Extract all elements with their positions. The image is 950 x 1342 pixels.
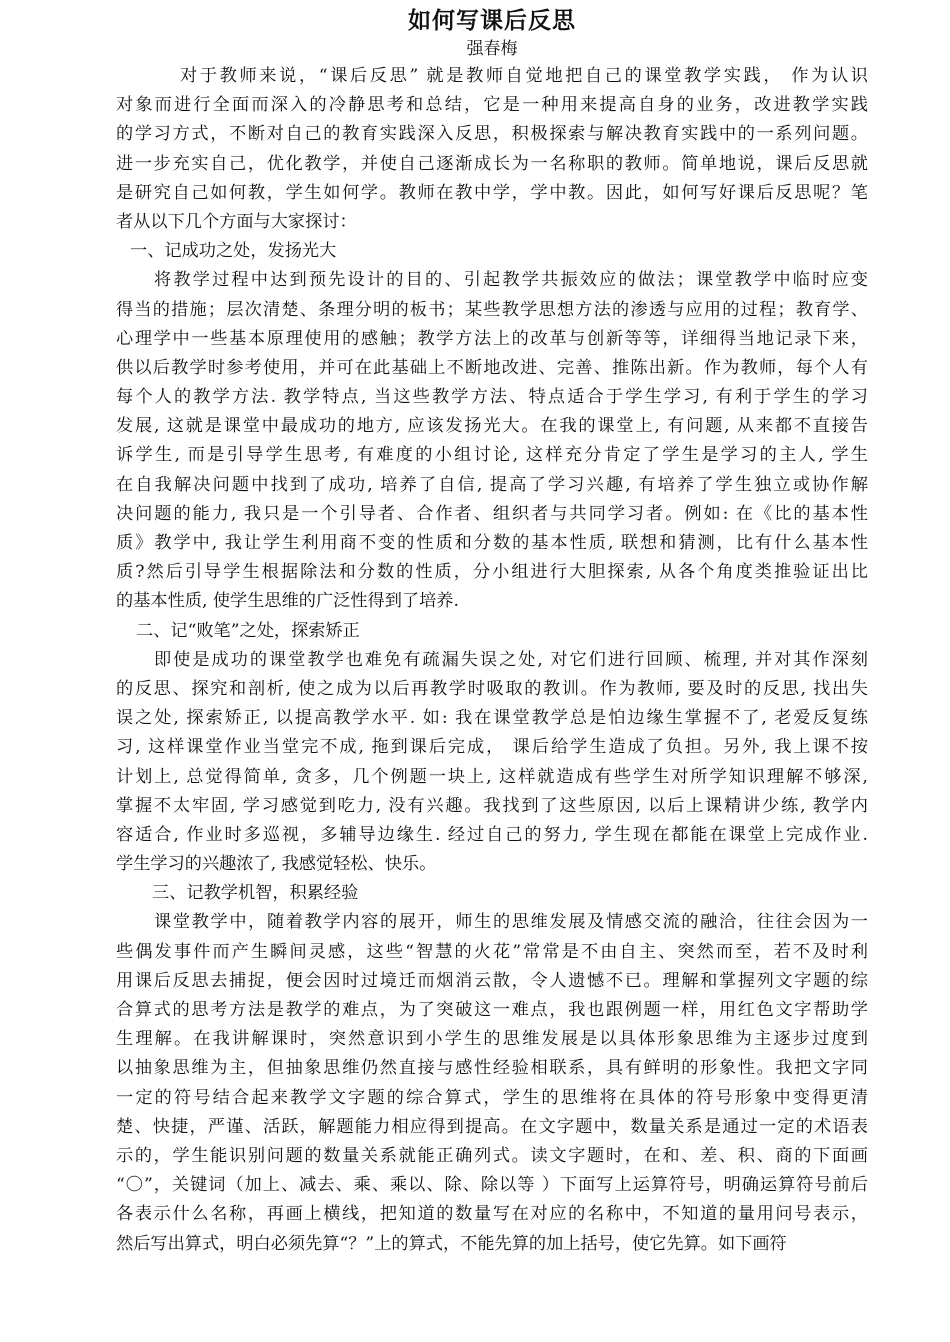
paragraph (116, 62, 868, 237)
document-page (116, 0, 868, 1259)
text-line: 对象而进行全面而深入的冷静思考和总结，它是一种用来提高自身的业务，改进教学实践 (116, 95, 868, 116)
text-line: 用课后反思去捕捉，便会因时过境迁而烟消云散，令人遗憾不已。理解和掌握列文字题的综 (116, 970, 868, 991)
text-line: 各表示什么名称，再画上横线，把知道的数量写在对应的名称中，不知道的量用问号表示， (116, 1204, 868, 1225)
text-line: 的反思、探究和剖析, 使之成为以后再教学时吸取的教训。作为教师, 要及时的反思, 找出失 (116, 678, 868, 699)
paragraph (116, 908, 868, 1258)
heading-text: 二、记“败笔”之处，探索矫正 (136, 620, 360, 641)
text-line: 合算式的思考方法是教学的难点，为了突破这一难点，我也跟例题一样，用红色文字帮助学 (116, 1000, 868, 1020)
text-line: 楚、快捷，严谨、活跃，解题能力相应得到提高。在文字题中，数量关系是通过一定的术语表 (116, 1116, 868, 1137)
paragraph (116, 646, 868, 880)
document-body (116, 62, 868, 1259)
section-heading (116, 617, 868, 646)
text-line: 误之处, 探索矫正, 以提高教学水平. 如: 我在课堂教学总是怕边缘生掌握不了, 老爱反复练 (116, 708, 868, 729)
text-line: 心理学中一些基本原理使用的感触；教学方法上的改革与创新等等，详细得当地记录下来， (116, 328, 868, 349)
text-line: 进一步充实自己，优化教学，并使自己逐渐成长为一名称职的教师。简单地说，课后反思就 (116, 153, 868, 174)
text-line: 即使是成功的课堂教学也难免有疏漏失误之处, 对它们进行回顾、梳理, 并对其作深刻 (154, 649, 868, 670)
author-name: 强春梅 (466, 39, 518, 59)
text-line: 发展, 这就是课堂中最成功的地方, 应该发扬光大。在我的课堂上, 有问题, 从来都不直接告 (116, 416, 868, 437)
text-line: 得当的措施；层次清楚、条理分明的板书；某些教学思想方法的渗透与应用的过程；教育学、 (116, 299, 868, 320)
heading-text: 一、记成功之处，发扬光大 (130, 241, 337, 262)
text-line: 的基本性质, 使学生思维的广泛性得到了培养. (116, 591, 459, 612)
text-line: 质?然后引导学生根据除法和分数的性质，分小组进行大胆探索, 从各个角度类推验证出比 (116, 562, 868, 583)
text-line: 的学习方式，不断对自己的教育实践深入反思，积极探索与解决教育实践中的一系列问题。 (116, 124, 868, 145)
text-line: 每个人的教学方法. 教学特点, 当这些教学方法、特点适合于学生学习, 有利于学生的学习 (116, 387, 868, 408)
heading-text: 三、记教学机智，积累经验 (152, 883, 359, 904)
section-heading (116, 237, 868, 266)
section-heading (116, 879, 868, 908)
text-line: 决问题的能力, 我只是一个引导者、合作者、组织者与共同学习者。例如: 在《比的基本性 (116, 503, 868, 524)
text-line: 容适合, 作业时多巡视，多辅导边缘生. 经过自己的努力, 学生现在都能在课堂上完成作业. (116, 824, 868, 845)
text-line: 质》教学中, 我让学生利用商不变的性质和分数的基本性质, 联想和猜测，比有什么基本性 (116, 533, 868, 553)
text-line: 将教学过程中达到预先设计的目的、引起教学共振效应的做法；课堂教学中临时应变 (154, 270, 868, 291)
text-line: 生理解。在我讲解课时，突然意识到小学生的思维发展是以具体形象思维为主逐步过度到 (116, 1029, 868, 1050)
text-line: 以抽象思维为主，但抽象思维仍然直接与感性经验相联系，具有鲜明的形象性。我把文字同 (116, 1058, 868, 1079)
paragraph (116, 266, 868, 616)
text-line: 示的，学生能识别问题的数量关系就能正确列式。读文字题时，在和、差、积、商的下面画 (116, 1145, 868, 1166)
text-line: 一定的符号结合起来教学文字题的综合算式，学生的思维将在具体的符号形象中变得更清 (116, 1087, 868, 1108)
text-line: 是研究自己如何教，学生如何学。教师在教中学，学中教。因此，如何写好课后反思呢？笔 (116, 182, 868, 203)
document-title: 如何写课后反思 (408, 7, 576, 34)
text-line: 掌握不太牢固, 学习感觉到吃力, 没有兴趣。我找到了这些原因, 以后上课精讲少练, 教学内 (116, 795, 868, 816)
text-line: 对于教师来说，“课后反思” 就是教师自觉地把自己的课堂教学实践， 作为认识 (180, 66, 868, 86)
text-line: 计划上, 总觉得简单, 贪多，几个例题一块上, 这样就造成有些学生对所学知识理解不够深, (116, 766, 868, 787)
text-line: 习, 这样课堂作业当堂完不成, 拖到课后完成， 课后给学生造成了负担。另外, 我上课不按 (116, 737, 868, 758)
text-line: 然后写出算式，明白必须先算“？”上的算式，不能先算的加上括号，使它先算。如下画符 (116, 1233, 787, 1254)
text-line: 诉学生, 而是引导学生思考, 有难度的小组讨论, 这样充分肯定了学生是学习的主人, 学生 (116, 445, 868, 466)
text-line: 在自我解决问题中找到了成功, 培养了自信, 提高了学习兴趣, 有培养了学生独立或协作解 (116, 474, 868, 495)
text-line: “〇”，关键词（加上、减去、乘、乘以、除、除以等 ）下面写上运算符号，明确运算符号前后 (116, 1175, 868, 1196)
text-line: 课堂教学中，随着教学内容的展开，师生的思维发展及情感交流的融洽，往往会因为一 (154, 912, 868, 933)
text-line: 者从以下几个方面与大家探讨： (116, 211, 357, 232)
text-line: 供以后教学时参考使用，并可在此基础上不断地改进、完善、推陈出新。作为教师，每个人有 (116, 357, 868, 378)
text-line: 学生学习的兴趣浓了, 我感觉轻松、快乐。 (116, 854, 437, 875)
text-line: 些偶发事件而产生瞬间灵感，这些“智慧的火花”常常是不由自主、突然而至，若不及时利 (116, 941, 868, 962)
